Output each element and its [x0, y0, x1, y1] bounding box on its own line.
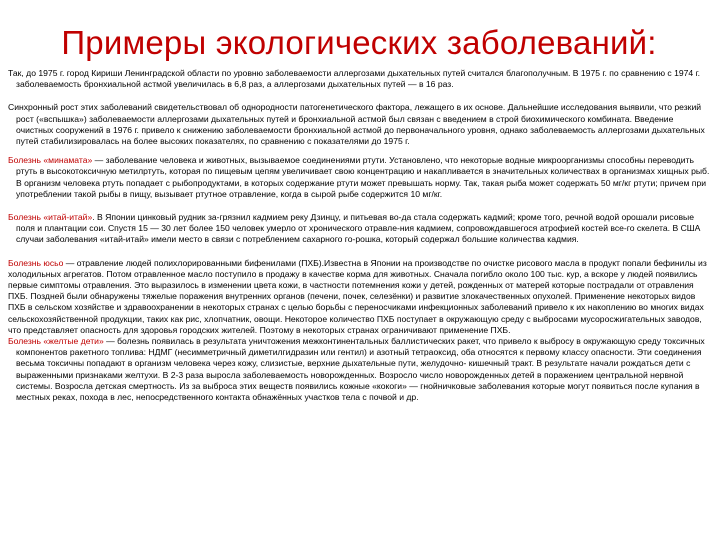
- term-yusho: Болезнь юсьо: [8, 257, 64, 268]
- yusho-text: — отравление людей полихлорированными бифенилами (ПХБ).Известна в Японии на производстве по очистке рисового масла в продукт попали бефинилы из холодильных агрегатов. Потом отравленное масло поступило в продажу в качестве корма для животных. Сначала погибло около 100 тыс. кур, а вскоре у людей появились первые симптомы отравления. Это выразилось в изменении цвета кожи, в частности потемнения кожи у детей, рожденных от матерей которые пострадали от отравления ПХБ. Поздней были обнаружены тяжелые поражения внутренних органов (печени, почек, селезёнки) и развитие злокачественных опухолей. Применение некоторых видов ПХБ в сельском хозяйстве и здравоохранении в некоторых странах с целью борьбы с переносчиками инфекционных заболеваний привело к их накоплению во многих видах сельскохозяйственной продукции, таких как рис, хлопчатник, овощи. Некоторое количество ПХБ поступает в окружающую среду с выбросами мусоросжигательных заводов, что представляет опасность для здоровья городских жителей. Поэтому в некоторых странах ограничивают применение ПХБ.: [8, 257, 707, 335]
- minamata-text: — заболевание человека и животных, вызываемое соединениями ртути. Установлено, что некоторые водные микроорганизмы способны переводить ртуть в высокотоксичную метилртуть, которая по пищевым цепям увеличивает свою концентрацию и накапливается в значительных количествах в организмах хищных рыб. В организм человека ртуть попадает с рыбопродуктами, в которых содержание ртути может превышать норму. Так, такая рыба может содержать 50 мг/кг ртути; причем при употреблении такой рыбы в пищу, вызывает ртутное отравление, когда в сырой рыбе содержится 10 мг/кг.: [16, 155, 710, 199]
- term-minamata: Болезнь «минамата»: [8, 155, 93, 166]
- paragraph-itai-itai: [8, 212, 710, 246]
- yellow-children-text: — болезнь появилась в результата уничтожения межконтинентальных баллистических ракет, что привело к выбросу в окружающую среду токсичных компонентов ракетного топлива: НДМГ (несимметричный диметилгидразин или гентил) и азотный тетраоксид, оба относятся к первому классу опасности. Эти соединения весьма токсичны попадают в организм человека через кожу, слизистые, верхние дыхательные пути, желудочно- кишечный тракт. В результате начали рождаться дети с выраженными признаками желтухи. В 2-3 раза выросла заболеваемость новорожденных. Возросло число новорожденных детей в поражением центральной нервной системы. Возросла детская смертность. Из за выброса этих веществ появились кожные «кокоги» — гнойничковые заболевания которые могут появиться после купания в местных реках, похода в лес, непосредственного контакта обнажённых участков тела с почвой и др.: [16, 336, 705, 403]
- paragraph-kirishi: Так, до 1975 г. город Кириши Ленинградской области по уровню заболеваемости аллергозами дыхательных путей считался благополучным. В 1975 г. по сравнению с 1974 г. заболеваемость бронхиальной астмой увеличилась в 6,8 раз, а аллергозами дыхательных путей — в 16 раз.: [8, 68, 701, 90]
- itai-itai-text: . В Японии цинковый рудник за-грязнил кадмием реку Дзинцу, и питьевая во-да стала содержать кадмий; кроме того, речной водой орошали рисовые поля и плантации сои. Спустя 15 — 30 лет более 150 человек умерло от хронического отравле-ния кадмием, сопровождавшегося атрофией костей все-го скелета. В США случаи заболевания «итай-итай» имели место в связи с потреблением сахарного го-рошка, который содержал большие количества кадмия.: [16, 212, 701, 245]
- slide-title: Примеры экологических заболеваний:: [61, 24, 657, 61]
- term-itai-itai: Болезнь «итай-итай»: [8, 212, 93, 223]
- term-yellow-children: Болезнь «желтые дети»: [8, 336, 104, 347]
- paragraph-minamata: [8, 155, 710, 200]
- slide-content: [8, 68, 710, 403]
- paragraph-synchronous-growth: Синхронный рост этих заболеваний свидетельствовал об однородности патогенетического фактора, лежащего в их основе. Дальнейшие исследования выявили, что резкий рост («вспышка») заболеваемости аллергозами дыхательных путей и бронхиальной астмой был связан с введением в строй биохимического комбината. Введение очистных сооружений в 1976 г. привело к снижению заболеваемости бронхиальной астмой до первоначального уровня, однако заболеваемость аллергозами дыхательных путей стабилизировалась на более высоких показателях, по сравнению с показателями до 1975 г.: [8, 102, 705, 147]
- paragraph-yellow-children: [8, 336, 710, 403]
- paragraph-yusho: [8, 258, 710, 336]
